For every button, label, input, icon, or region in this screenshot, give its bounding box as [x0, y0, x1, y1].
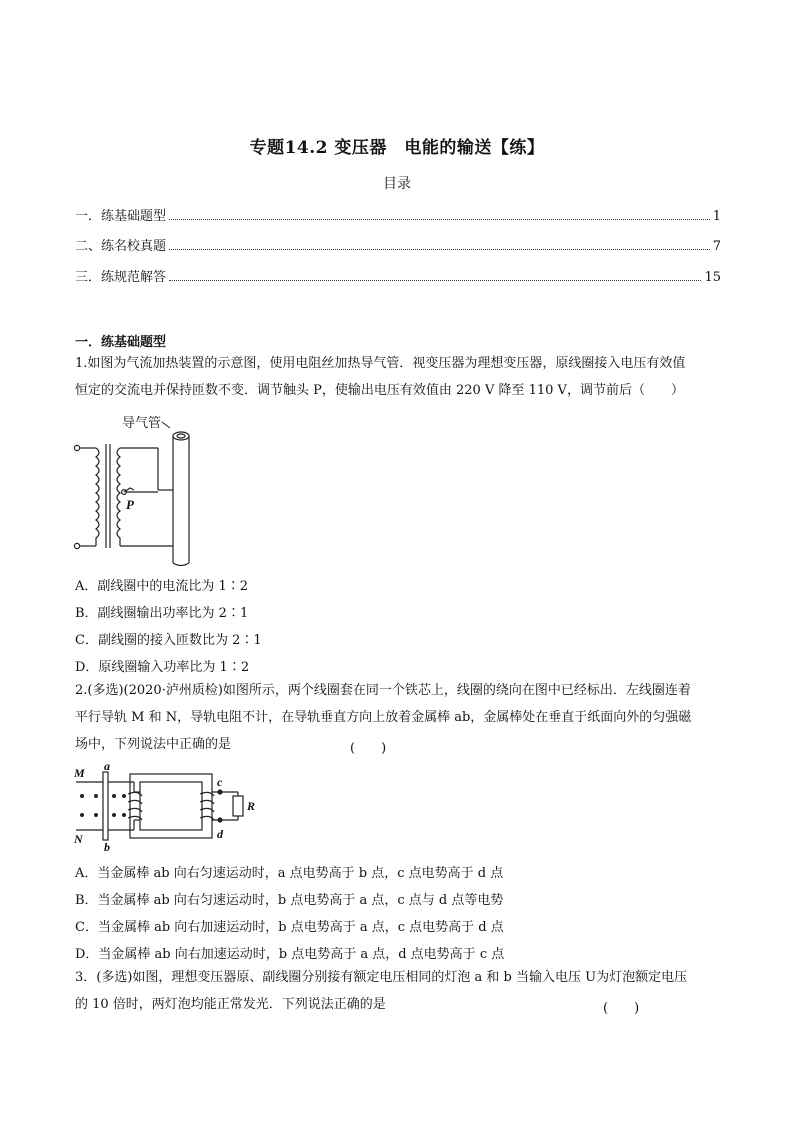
toc-item-label: 三．练规范解答: [75, 270, 167, 285]
q3-answer-paren: ( ): [603, 1001, 640, 1016]
q3-text-line: 的 10 倍时，两灯泡均能正常发光．下列说法正确的是: [75, 997, 386, 1012]
section-heading: 一．练基础题型: [75, 335, 167, 350]
q1-slider-label: P: [126, 497, 134, 512]
q1-option[interactable]: D．原线圈输入功率比为 1∶2: [75, 660, 250, 675]
toc-leader-dots: [169, 280, 701, 281]
q2-label-n: N: [74, 832, 83, 846]
q2-text-line: 2.(多选)(2020·泸州质检)如图所示，两个线圈套在同一个铁芯上，线圈的绕向在图中已经标出．左线圈连着: [75, 683, 691, 698]
q2-option[interactable]: D．当金属棒 ab 向右加速运动时，b 点电势高于 a 点，d 点电势高于 c 点: [75, 947, 505, 962]
q3-text-line: 3．(多选)如图，理想变压器原、副线圈分别接有额定电压相同的灯泡 a 和 b 当输入电压 U为灯泡额定电压: [75, 970, 688, 985]
q1-transformer-diagram: [70, 408, 210, 568]
q2-label-m: M: [74, 766, 85, 780]
q2-option[interactable]: A．当金属棒 ab 向右匀速运动时，a 点电势高于 b 点，c 点电势高于 d 点: [75, 866, 504, 881]
q2-rails-transformer-diagram: [70, 760, 270, 852]
q1-option[interactable]: C．副线圈的接入匝数比为 2∶1: [75, 633, 262, 648]
toc-leader-dots: [169, 249, 710, 250]
toc-item[interactable]: [75, 204, 721, 224]
toc-item[interactable]: [75, 265, 721, 285]
q1-text-line: 恒定的交流电并保持匝数不变．调节触头 P，使输出电压有效值由 220 V 降至 110 V，调节前后（ ）: [75, 383, 684, 398]
q1-text-line: 1.如图为气流加热装置的示意图，使用电阻丝加热导气管．视变压器为理想变压器，原线圈接入电压有效值: [75, 356, 686, 371]
toc-item-page: 1: [712, 209, 721, 224]
toc-heading: 目录: [383, 176, 411, 192]
q1-tube-label: 导气管: [122, 415, 162, 430]
toc-leader-dots: [169, 219, 710, 220]
q2-option[interactable]: C．当金属棒 ab 向右加速运动时，b 点电势高于 a 点，c 点电势高于 d 点: [75, 920, 504, 935]
toc-item-label: 一．练基础题型: [75, 209, 167, 224]
toc-item[interactable]: [75, 234, 721, 254]
q2-label-b: b: [104, 840, 110, 852]
q2-label-d: d: [217, 827, 223, 841]
q2-label-r: R: [247, 799, 256, 813]
q1-option[interactable]: B．副线圈输出功率比为 2∶1: [75, 606, 249, 621]
q2-text-line: 场中，下列说法中正确的是: [75, 737, 232, 752]
q2-text-line: 平行导轨 M 和 N，导轨电阻不计，在导轨垂直方向上放着金属棒 ab，金属棒处在垂直于纸面向外的匀强磁: [75, 710, 692, 725]
document-title: 专题14.2 变压器 电能的输送【练】: [249, 138, 545, 158]
q2-answer-paren: ( ): [350, 741, 387, 756]
q2-label-c: c: [217, 775, 223, 789]
q2-label-a: a: [104, 760, 110, 773]
toc-item-page: 7: [712, 239, 721, 254]
q1-option[interactable]: A．副线圈中的电流比为 1∶2: [75, 579, 249, 594]
toc-item-page: 15: [704, 270, 721, 285]
toc-item-label: 二、练名校真题: [75, 239, 167, 254]
q2-option[interactable]: B．当金属棒 ab 向右匀速运动时，b 点电势高于 a 点，c 点与 d 点等电势: [75, 893, 504, 908]
